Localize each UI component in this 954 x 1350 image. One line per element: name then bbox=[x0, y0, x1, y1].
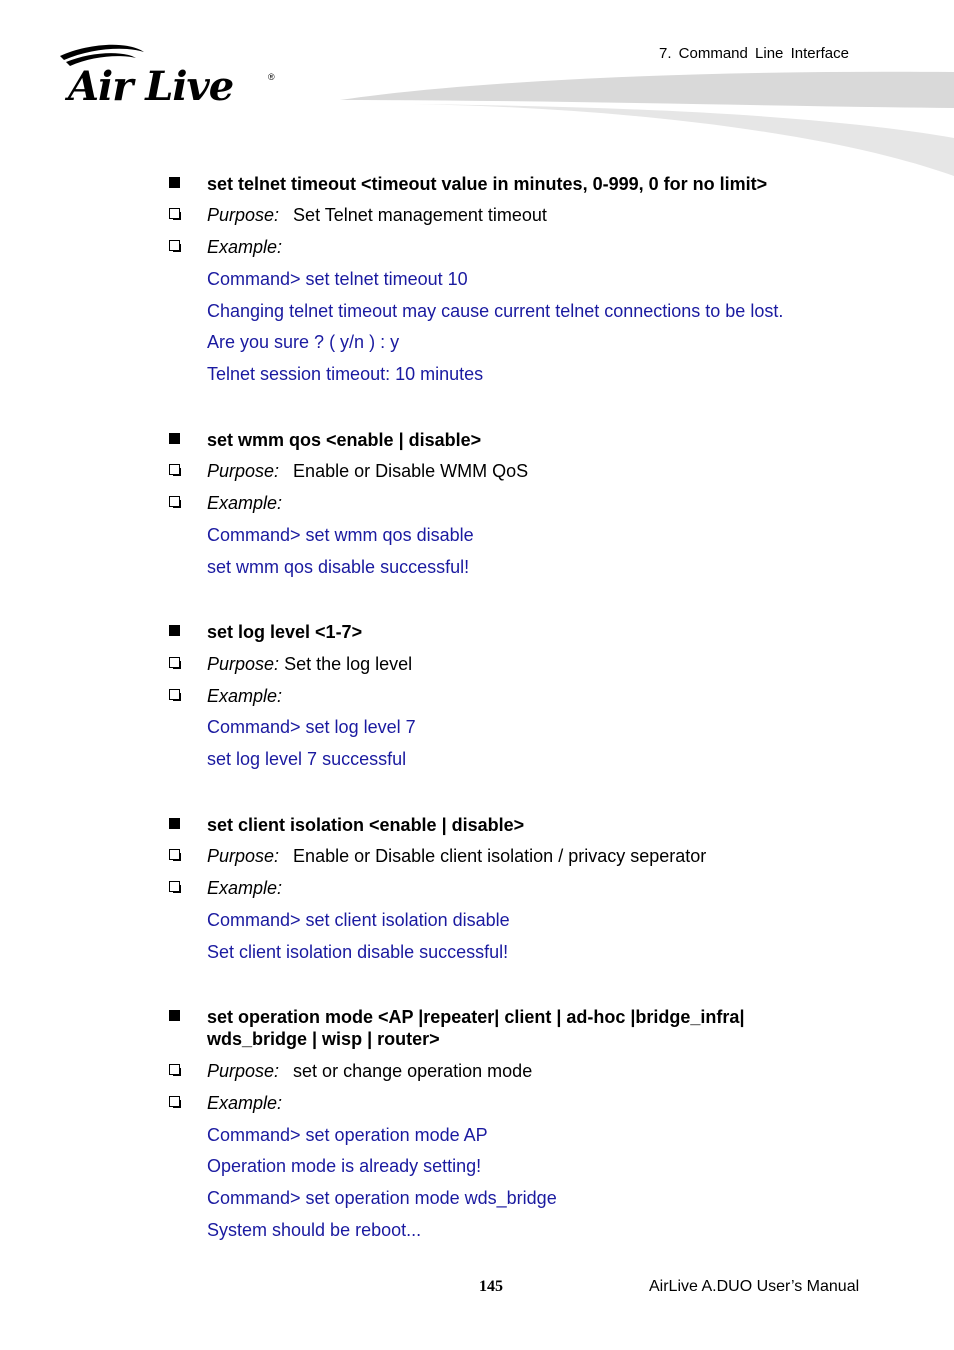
example-label: Example: bbox=[207, 878, 283, 898]
example-line: set log level 7 successful bbox=[207, 749, 407, 769]
purpose-label: Purpose: bbox=[207, 1061, 280, 1081]
example-line: Command> set operation mode AP bbox=[207, 1125, 488, 1145]
example-label: Example: bbox=[207, 1093, 283, 1113]
purpose-text: set or change operation mode bbox=[293, 1061, 533, 1081]
example-line: Command> set client isolation disable bbox=[207, 910, 510, 930]
checkbox-bullet-icon bbox=[169, 240, 180, 251]
example-line: Are you sure ? ( y/n ) : y bbox=[207, 332, 400, 352]
purpose-text: Set the log level bbox=[284, 654, 413, 674]
purpose-text: Enable or Disable WMM QoS bbox=[293, 461, 529, 481]
example-line: Command> set wmm qos disable bbox=[207, 525, 474, 545]
purpose-label: Purpose: bbox=[207, 654, 280, 674]
purpose-text: Enable or Disable client isolation / privacy seperator bbox=[293, 846, 707, 866]
section-heading: set operation mode <AP |repeater| client | ad-hoc |bridge_infra| bbox=[207, 1007, 745, 1027]
square-bullet-icon bbox=[169, 177, 180, 188]
checkbox-bullet-icon bbox=[169, 849, 180, 860]
example-line: Command> set operation mode wds_bridge bbox=[207, 1188, 557, 1208]
checkbox-bullet-icon bbox=[169, 657, 180, 668]
example-line: Changing telnet timeout may cause current telnet connections to be lost. bbox=[207, 301, 784, 321]
purpose-label: Purpose: bbox=[207, 846, 280, 866]
example-label: Example: bbox=[207, 237, 283, 257]
square-bullet-icon bbox=[169, 1010, 180, 1021]
svg-text:Air Live: Air Live bbox=[68, 63, 234, 108]
square-bullet-icon bbox=[169, 818, 180, 829]
checkbox-bullet-icon bbox=[169, 464, 180, 475]
purpose-text: Set Telnet management timeout bbox=[293, 205, 547, 225]
example-line: Command> set log level 7 bbox=[207, 717, 416, 737]
checkbox-bullet-icon bbox=[169, 689, 180, 700]
checkbox-bullet-icon bbox=[169, 208, 180, 219]
example-line: Telnet session timeout: 10 minutes bbox=[207, 364, 484, 384]
manual-title: AirLive A.DUO User’s Manual bbox=[649, 1278, 860, 1295]
example-line: System should be reboot... bbox=[207, 1220, 422, 1240]
section-heading: set wmm qos <enable | disable> bbox=[207, 430, 482, 450]
header-swoosh bbox=[340, 68, 954, 183]
page-number: 145 bbox=[479, 1278, 503, 1295]
example-line: Command> set telnet timeout 10 bbox=[207, 269, 468, 289]
section-heading: set log level <1-7> bbox=[207, 622, 363, 642]
example-line: set wmm qos disable successful! bbox=[207, 557, 470, 577]
purpose-label: Purpose: bbox=[207, 205, 280, 225]
checkbox-bullet-icon bbox=[169, 496, 180, 507]
svg-text:®: ® bbox=[268, 72, 275, 82]
checkbox-bullet-icon bbox=[169, 881, 180, 892]
chapter-title: 7. Command Line Interface bbox=[659, 45, 849, 62]
example-line: Set client isolation disable successful! bbox=[207, 942, 509, 962]
section-heading: set client isolation <enable | disable> bbox=[207, 815, 525, 835]
square-bullet-icon bbox=[169, 433, 180, 444]
example-line: Operation mode is already setting! bbox=[207, 1156, 482, 1176]
section-heading: wds_bridge | wisp | router> bbox=[207, 1029, 440, 1049]
purpose-label: Purpose: bbox=[207, 461, 280, 481]
example-label: Example: bbox=[207, 686, 283, 706]
airlive-logo bbox=[56, 42, 286, 108]
checkbox-bullet-icon bbox=[169, 1064, 180, 1075]
square-bullet-icon bbox=[169, 625, 180, 636]
checkbox-bullet-icon bbox=[169, 1096, 180, 1107]
example-label: Example: bbox=[207, 493, 283, 513]
section-heading: set telnet timeout <timeout value in minutes, 0-999, 0 for no limit> bbox=[207, 174, 768, 194]
